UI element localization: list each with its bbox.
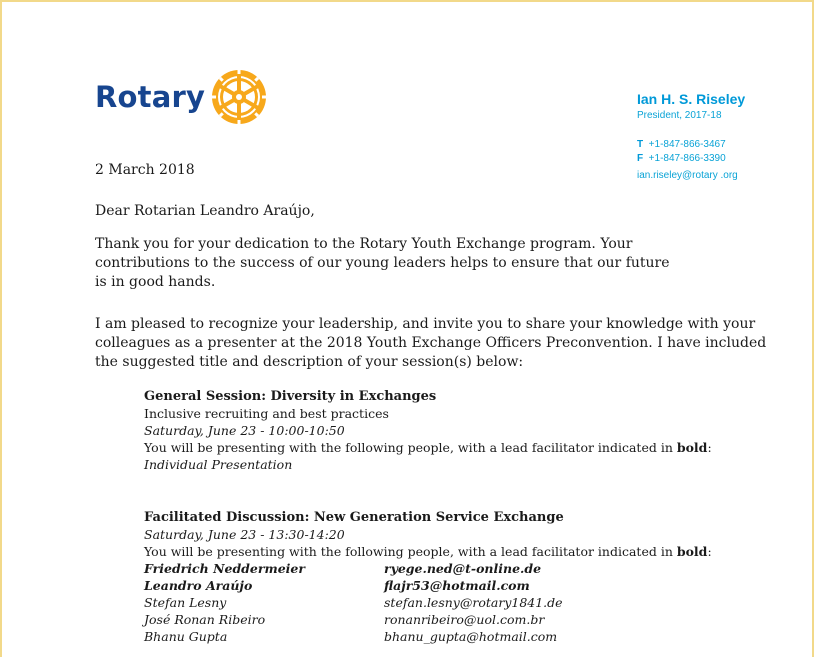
presenting-suffix: : <box>707 440 712 455</box>
paragraph-line: contributions to the success of our young leaders helps to ensure that our future <box>95 255 670 271</box>
presenter-email[interactable]: flajr53@hotmail.com <box>384 578 530 593</box>
presenter-name: Friedrich Neddermeier <box>144 561 305 576</box>
president-name: Ian H. S. Riseley <box>637 91 746 107</box>
presenting-prefix: You will be presenting with the following people, with a lead facilitator indicated in <box>144 440 677 455</box>
session-presenting-note <box>144 543 712 560</box>
session-time: Saturday, June 23 - 10:00-10:50 <box>144 423 345 438</box>
rotary-wordmark: Rotary <box>95 80 206 114</box>
session-time: Saturday, June 23 - 13:30-14:20 <box>144 527 345 542</box>
presenting-bold: bold <box>676 440 708 455</box>
presenting-prefix: You will be presenting with the following people, with a lead facilitator indicated in <box>144 544 677 559</box>
presenting-suffix: : <box>707 544 712 559</box>
letter-date: 2 March 2018 <box>95 162 195 178</box>
presenter-email[interactable]: ronanribeiro@uol.com.br <box>384 612 545 627</box>
president-contact-block <box>637 91 746 181</box>
page-border-top <box>0 0 814 2</box>
presenter-name: Leandro Araújo <box>144 578 253 593</box>
presenter-row <box>144 560 712 577</box>
presenter-row <box>144 594 712 611</box>
presenting-bold: bold <box>676 544 708 559</box>
session-subtitle: Inclusive recruiting and best practices <box>144 406 389 421</box>
letter-greeting: Dear Rotarian Leandro Araújo, <box>95 203 315 219</box>
session-format: Individual Presentation <box>144 457 293 472</box>
session-general <box>144 388 712 473</box>
rotary-wheel-icon <box>209 67 269 127</box>
page-border-left <box>0 0 2 657</box>
phone-number: +1-847-866-3467 <box>648 139 726 150</box>
presenter-name: Stefan Lesny <box>144 595 227 610</box>
phone-label: T <box>637 139 644 150</box>
president-role: President, 2017-18 <box>637 110 722 121</box>
paragraph-thanks <box>95 235 670 292</box>
presenter-email[interactable]: ryege.ned@t-online.de <box>384 561 542 576</box>
presenter-email[interactable]: stefan.lesny@rotary1841.de <box>384 595 563 610</box>
president-email[interactable]: ian.riseley@rotary .org <box>637 170 738 181</box>
paragraph-line: Thank you for your dedication to the Rotary Youth Exchange program. Your <box>95 236 633 252</box>
fax-line <box>637 153 726 164</box>
fax-number: +1-847-866-3390 <box>648 153 726 164</box>
phone-line <box>637 139 726 150</box>
paragraph-line: I am pleased to recognize your leadership, and invite you to share your knowledge with your <box>95 316 756 332</box>
fax-label: F <box>637 153 644 164</box>
rotary-logo <box>95 66 269 128</box>
presenter-row <box>144 577 712 594</box>
session-title: Facilitated Discussion: New Generation Service Exchange <box>144 510 564 525</box>
session-title: General Session: Diversity in Exchanges <box>144 389 437 404</box>
paragraph-line: the suggested title and description of your session(s) below: <box>95 354 524 370</box>
presenter-name: José Ronan Ribeiro <box>144 612 266 627</box>
presenter-email[interactable]: bhanu_gupta@hotmail.com <box>384 629 558 644</box>
paragraph-line: colleagues as a presenter at the 2018 Youth Exchange Officers Preconvention. I have included <box>95 335 767 351</box>
presenter-name: Bhanu Gupta <box>144 629 228 644</box>
session-facilitated <box>144 509 712 645</box>
presenter-row <box>144 628 712 645</box>
session-presenting-note <box>144 439 712 456</box>
paragraph-line: is in good hands. <box>95 274 216 290</box>
paragraph-invitation <box>95 315 766 372</box>
presenter-row <box>144 611 712 628</box>
